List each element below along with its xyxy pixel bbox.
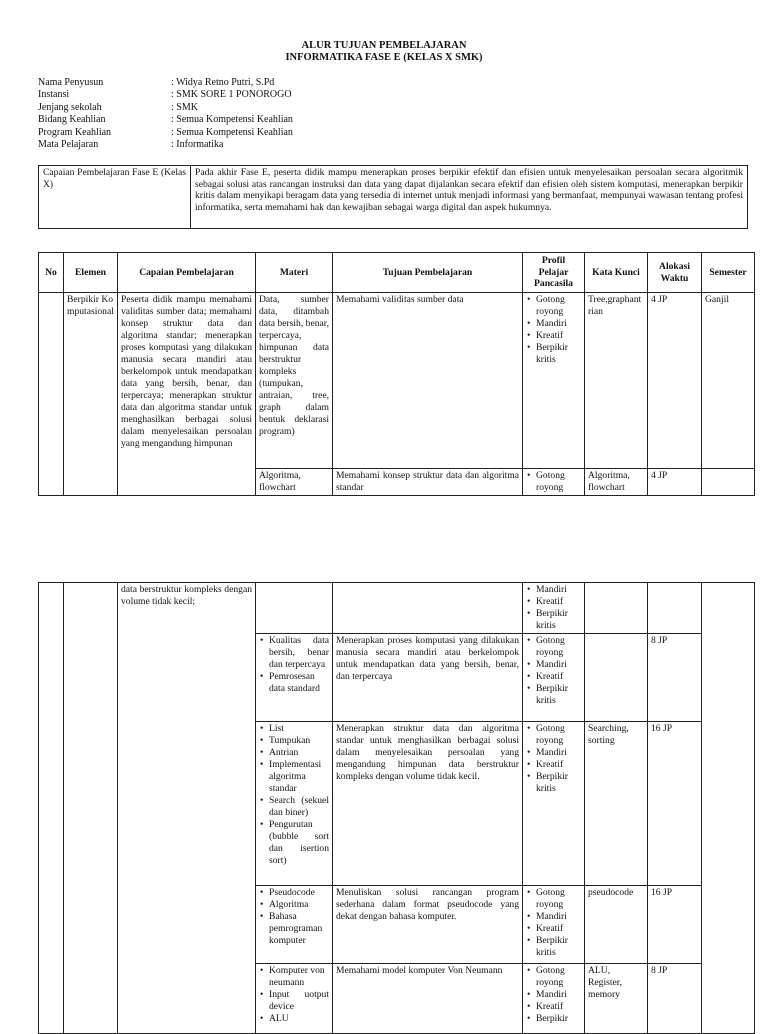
info-label: Nama Penyusun xyxy=(38,77,104,88)
info-label: Mata Pelajaran xyxy=(38,139,99,151)
cell-kata-kunci xyxy=(585,583,648,634)
materi-item: • Implementasi algoritma standar xyxy=(269,759,329,795)
document-page-1 xyxy=(0,0,768,510)
cell-tujuan: Menuliskan solusi rancangan program sederhana dalam format pseudocode yang dekat dengan bahasa komputer. xyxy=(333,886,523,964)
profil-item: • Mandiri xyxy=(536,318,581,330)
materi-item: • Pengurutan (bubble sort dan isertion sort) xyxy=(269,819,329,867)
profil-list xyxy=(526,887,581,959)
info-value: : Semua Kompetensi Keahlian xyxy=(171,114,293,126)
profil-item: • Kreatif xyxy=(536,759,581,771)
cell-tujuan xyxy=(333,583,523,634)
materi-item: • Bahasa pemrograman komputer xyxy=(269,911,329,947)
cell-materi xyxy=(256,964,333,1034)
info-label: Instansi xyxy=(38,89,70,101)
header-elemen: Elemen xyxy=(64,253,118,293)
header-alokasi: Alokasi Waktu xyxy=(648,253,702,293)
materi-item: • Kualitas data bersih, benar dan terpercaya xyxy=(269,635,329,671)
info-value: : Informatika xyxy=(171,139,224,151)
materi-item: • Input uotput device xyxy=(269,989,329,1013)
profil-item: • Mandiri xyxy=(536,911,581,923)
materi-item: • Pseudocode xyxy=(269,887,329,899)
capaian-pembelajaran-box xyxy=(38,165,748,229)
profil-item: • Berpikir kritis xyxy=(536,342,581,366)
profil-item: • Gotong royong xyxy=(536,965,581,989)
cell-kata-kunci: pseudocode xyxy=(585,886,648,964)
cell-no xyxy=(39,583,64,1034)
cell-kata-kunci: Algoritma, flowchart xyxy=(585,469,648,496)
profil-item: • Berpikir kritis xyxy=(536,683,581,707)
info-label: Program Keahlian xyxy=(38,126,112,138)
info-row xyxy=(38,114,293,126)
cell-alokasi: 4 JP xyxy=(648,469,702,496)
profil-item: • Berpikir kritis xyxy=(536,935,581,959)
document-page-2 xyxy=(0,578,768,1024)
materi-list xyxy=(259,887,329,947)
cell-alokasi: 16 JP xyxy=(648,722,702,886)
cell-kata-kunci: ALU, Register, memory xyxy=(585,964,648,1034)
capaian-text-clip: Peserta didik mampu memahami validitas sumber data; memahami konsep struktur data dan algoritma standar; menerapkan proses komputasi yang dilakukan manusia secara mandiri atau berkelompok untuk mendapatkan data yang bersih, benar, dan terpercaya; menerapkan struktur data dan algoritma standar untuk menghasilkan berbagai solusi dalam menyelesaikan persoalan yang mengandung himpunan xyxy=(121,294,252,449)
profil-item: • Kreatif xyxy=(536,923,581,935)
document-title xyxy=(0,40,768,64)
profil-item: • Kreatif xyxy=(536,671,581,683)
profil-item: • Gotong royong xyxy=(536,470,581,494)
profil-item: • Kreatif xyxy=(536,1001,581,1013)
info-label: Bidang Keahlian xyxy=(38,114,106,126)
cell-materi: Algoritma, flowchart xyxy=(256,469,333,496)
profil-item: • Gotong royong xyxy=(536,294,581,318)
cell-elemen: Berpikir Komputasional xyxy=(64,293,118,496)
cell-materi xyxy=(256,722,333,886)
materi-list xyxy=(259,635,329,695)
cell-tujuan: Memahami model komputer Von Neumann xyxy=(333,964,523,1034)
cell-alokasi: 4 JP xyxy=(648,293,702,469)
capaian-text: Pada akhir Fase E, peserta didik mampu menerapkan proses berpikir efektif dan efisien untuk menyelesaikan persoalan secara algoritmik sebagai solusi atas rancangan instruksi dan data yang dapat dijalankan secara efektif dan efisien oleh sistem komputasi, menerapkan berpikir kritis dalam menyikapi beragam data yang tersedia di internet untuk menjadi informasi yang bermanfaat, mempunyai wawasan tentang profesi informatika, serta memahami hak dan kewajiban sebagai warga digital dan aspek hukumnya. xyxy=(195,167,743,213)
cell-tujuan: Menerapkan proses komputasi yang dilakukan manusia secara mandiri atau berkelompok untuk mendapatkan data yang bersih, benar, dan terpercaya xyxy=(333,634,523,722)
info-row xyxy=(38,77,293,89)
atp-table-page-2 xyxy=(38,582,755,1034)
cell-materi: Data, sumber data, ditambah data bersih, benar, terpercaya, himpunan data berstruktur kompleks (tumpukan, antraian, tree, graph dalam bentuk deklarasi program) xyxy=(256,293,333,469)
materi-item: • Komputer von neumann xyxy=(269,965,329,989)
profil-item: • Mandiri xyxy=(536,584,581,596)
cell-tujuan: Menerapkan struktur data dan algoritma standar untuk menghasilkan berbagai solusi dalam menyelesaikan persoalan yang mengandung himpunan data berstruktur kompleks dengan volume tidak kecil. xyxy=(333,722,523,886)
table-header-row xyxy=(39,253,755,293)
cell-alokasi xyxy=(648,583,702,634)
cell-semester: Ganjil xyxy=(702,293,755,469)
profil-item: • Berpikir xyxy=(536,1013,581,1025)
cell-profil xyxy=(523,886,585,964)
table-row xyxy=(39,583,755,634)
cell-tujuan: Memahami konsep struktur data dan algoritma standar xyxy=(333,469,523,496)
cell-kata-kunci xyxy=(585,634,648,722)
header-tujuan: Tujuan Pembelajaran xyxy=(333,253,523,293)
profil-list xyxy=(526,723,581,795)
info-block xyxy=(38,77,293,151)
profil-list xyxy=(526,965,581,1025)
header-no: No xyxy=(39,253,64,293)
title-line-1: ALUR TUJUAN PEMBELAJARAN xyxy=(301,40,467,51)
cell-alokasi: 8 JP xyxy=(648,964,702,1034)
cell-profil xyxy=(523,293,585,469)
profil-list xyxy=(526,584,581,632)
info-value: : Semua Kompetensi Keahlian xyxy=(171,126,293,138)
materi-list xyxy=(259,965,329,1025)
cell-profil xyxy=(523,634,585,722)
profil-item: • Mandiri xyxy=(536,659,581,671)
materi-item: • ALU xyxy=(269,1013,329,1025)
cell-profil xyxy=(523,583,585,634)
header-kata-kunci: Kata Kunci xyxy=(585,253,648,293)
cell-alokasi: 16 JP xyxy=(648,886,702,964)
materi-item: • List xyxy=(269,723,329,735)
profil-item: • Kreatif xyxy=(536,330,581,342)
profil-item: • Kreatif xyxy=(536,596,581,608)
profil-item: • Gotong royong xyxy=(536,635,581,659)
materi-item: • Tumpukan xyxy=(269,735,329,747)
cell-capaian: data berstruktur kompleks dengan volume tidak kecil; xyxy=(118,583,256,1034)
cell-no xyxy=(39,293,64,496)
profil-list xyxy=(526,635,581,707)
info-row xyxy=(38,102,293,114)
cell-tujuan: Memahami validitas sumber data xyxy=(333,293,523,469)
cell-semester xyxy=(702,469,755,496)
cell-materi xyxy=(256,886,333,964)
profil-item: • Gotong royong xyxy=(536,887,581,911)
header-capaian: Capaian Pembelajaran xyxy=(118,253,256,293)
cell-materi xyxy=(256,634,333,722)
atp-table-page-1 xyxy=(38,252,755,496)
title-line-2: INFORMATIKA FASE E (KELAS X SMK) xyxy=(285,52,483,63)
cell-profil xyxy=(523,469,585,496)
info-value: : SMK xyxy=(171,101,198,113)
table-row xyxy=(39,293,755,469)
profil-list xyxy=(526,294,581,366)
info-value: : Widya Retno Putri, S.Pd xyxy=(171,77,275,88)
header-materi: Materi xyxy=(256,253,333,293)
cell-profil xyxy=(523,964,585,1034)
info-label: Jenjang sekolah xyxy=(38,101,102,113)
header-profil: Profil Pelajar Pancasila xyxy=(523,253,585,293)
info-row xyxy=(38,89,293,101)
cell-semester xyxy=(702,583,755,1034)
materi-item: • Search (sekuel dan biner) xyxy=(269,795,329,819)
cell-elemen xyxy=(64,583,118,1034)
profil-item: • Berpikir kritis xyxy=(536,771,581,795)
materi-list xyxy=(259,723,329,867)
profil-item: • Gotong royong xyxy=(536,723,581,747)
cell-alokasi: 8 JP xyxy=(648,634,702,722)
page-gap xyxy=(0,510,768,578)
info-row xyxy=(38,127,293,139)
materi-item: • Antrian xyxy=(269,747,329,759)
profil-item: • Mandiri xyxy=(536,747,581,759)
cell-profil xyxy=(523,722,585,886)
profil-item: • Mandiri xyxy=(536,989,581,1001)
info-row xyxy=(38,139,293,151)
profil-list xyxy=(526,470,581,494)
capaian-label: Capaian Pembelajaran Fase E (Kelas X) xyxy=(39,166,191,228)
profil-item: • Berpikir kritis xyxy=(536,608,581,632)
materi-item: • Algoritma xyxy=(269,899,329,911)
cell-kata-kunci: Tree,graphantrian xyxy=(585,293,648,469)
cell-materi xyxy=(256,583,333,634)
header-semester: Semester xyxy=(702,253,755,293)
materi-item: • Pemrosesan data standard xyxy=(269,671,329,695)
cell-kata-kunci: Searching, sorting xyxy=(585,722,648,886)
info-value: : SMK SORE 1 PONOROGO xyxy=(171,89,292,101)
cell-capaian xyxy=(118,293,256,496)
